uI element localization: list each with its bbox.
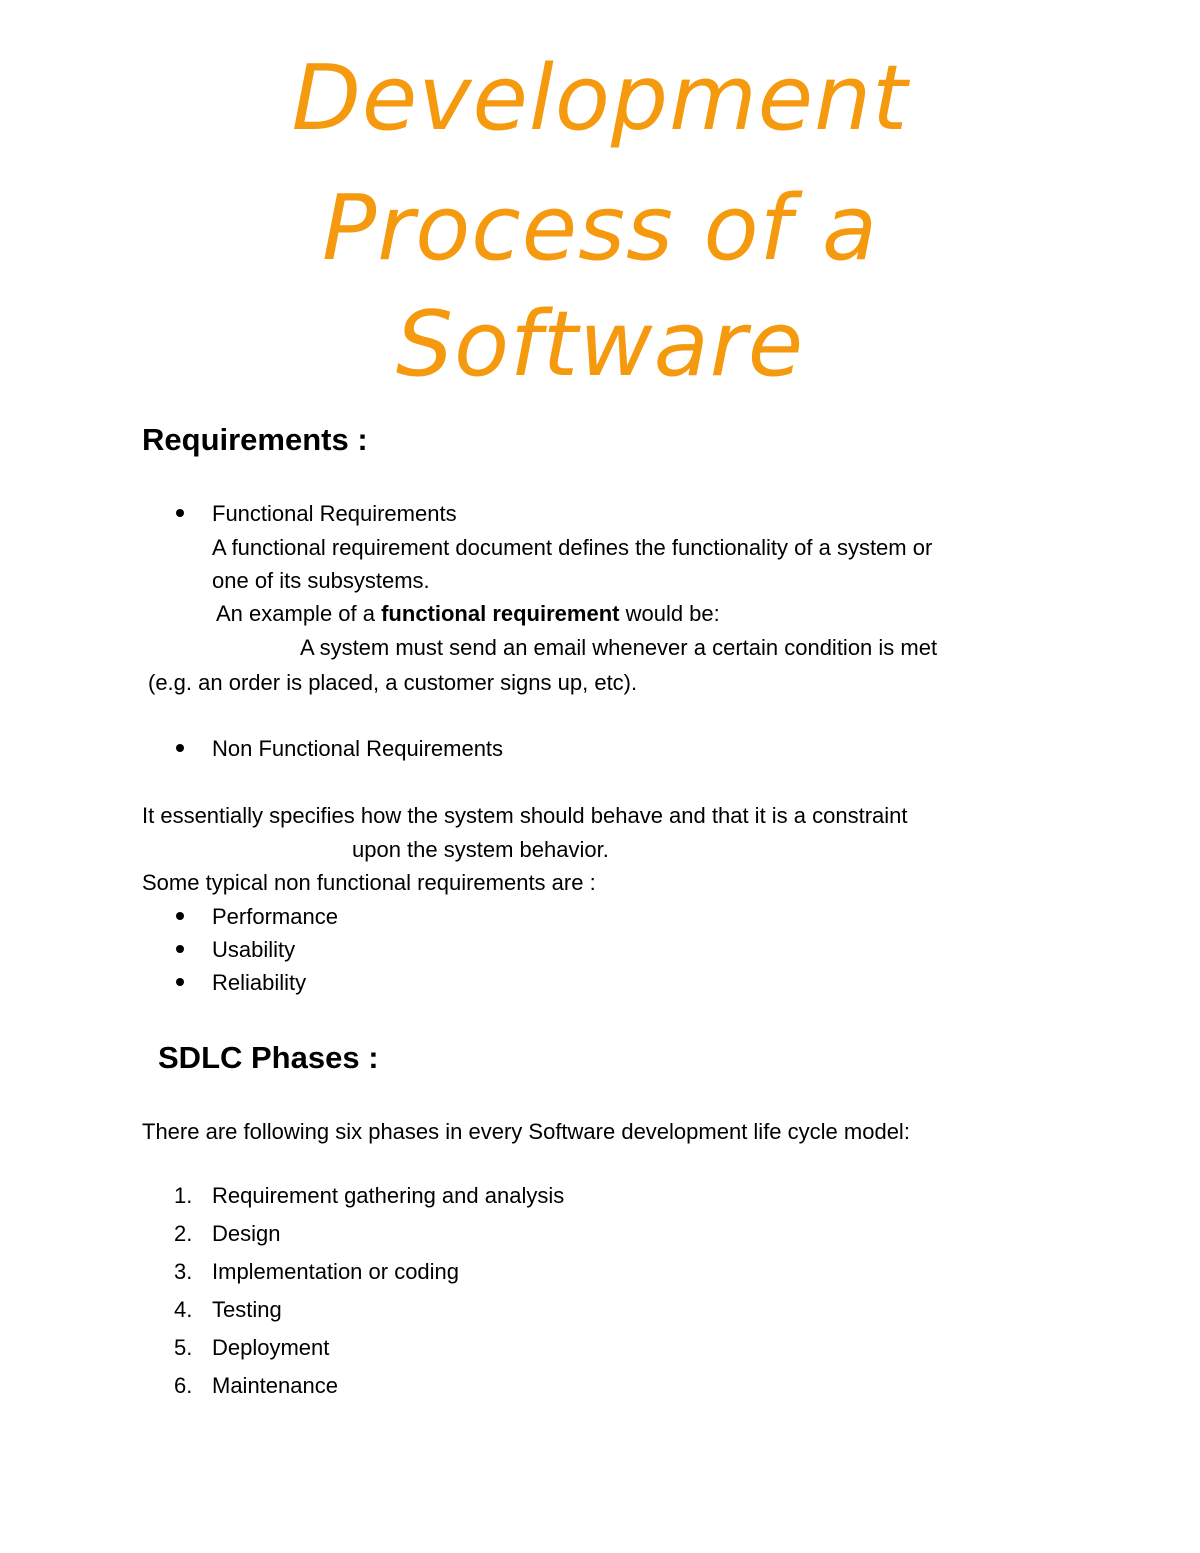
phase-number: 4. [174,1297,193,1322]
functional-example-bold: functional requirement [381,601,620,626]
bullet-icon [176,912,184,920]
phase-number: 1. [174,1183,193,1208]
functional-example-intro: An example of a functional requirement would be: [216,601,720,626]
phase-label: Requirement gathering and analysis [212,1183,565,1208]
functional-example-line-1: A system must send an email whenever a certain condition is met [300,635,938,660]
phase-label: Implementation or coding [212,1259,460,1284]
title-line-1: Development [291,46,909,151]
sdlc-heading: SDLC Phases : [158,1040,379,1075]
phase-number: 3. [174,1259,193,1284]
requirements-heading: Requirements : [142,422,368,457]
phase-number: 5. [174,1335,193,1360]
functional-example-line-2: (e.g. an order is placed, a customer signs up, etc). [148,670,638,695]
phase-label: Deployment [212,1335,330,1360]
bullet-icon [176,945,184,953]
phase-number: 2. [174,1221,193,1246]
phase-number: 6. [174,1373,193,1398]
title-line-2: Process of a [321,176,879,281]
non-functional-desc-line-1: It essentially specifies how the system should behave and that it is a constraint [142,803,908,828]
bullet-icon [176,744,184,752]
non-functional-requirements-label: Non Functional Requirements [212,736,504,761]
functional-requirements-label: Functional Requirements [212,501,457,526]
bullet-icon [176,509,184,517]
functional-desc-line-1: A functional requirement document defines the functionality of a system or [212,535,933,560]
non-functional-item: Performance [212,904,338,929]
functional-desc-line-2: one of its subsystems. [212,568,430,593]
phase-label: Maintenance [212,1373,338,1398]
phase-label: Design [212,1221,281,1246]
non-functional-item: Usability [212,937,296,962]
non-functional-desc-line-2: upon the system behavior. [352,837,609,862]
non-functional-item: Reliability [212,970,307,995]
non-functional-intro: Some typical non functional requirements are : [142,870,596,895]
sdlc-intro: There are following six phases in every Software development life cycle model: [142,1119,910,1144]
phase-label: Testing [212,1297,282,1322]
bullet-icon [176,978,184,986]
title-line-3: Software [395,292,805,397]
